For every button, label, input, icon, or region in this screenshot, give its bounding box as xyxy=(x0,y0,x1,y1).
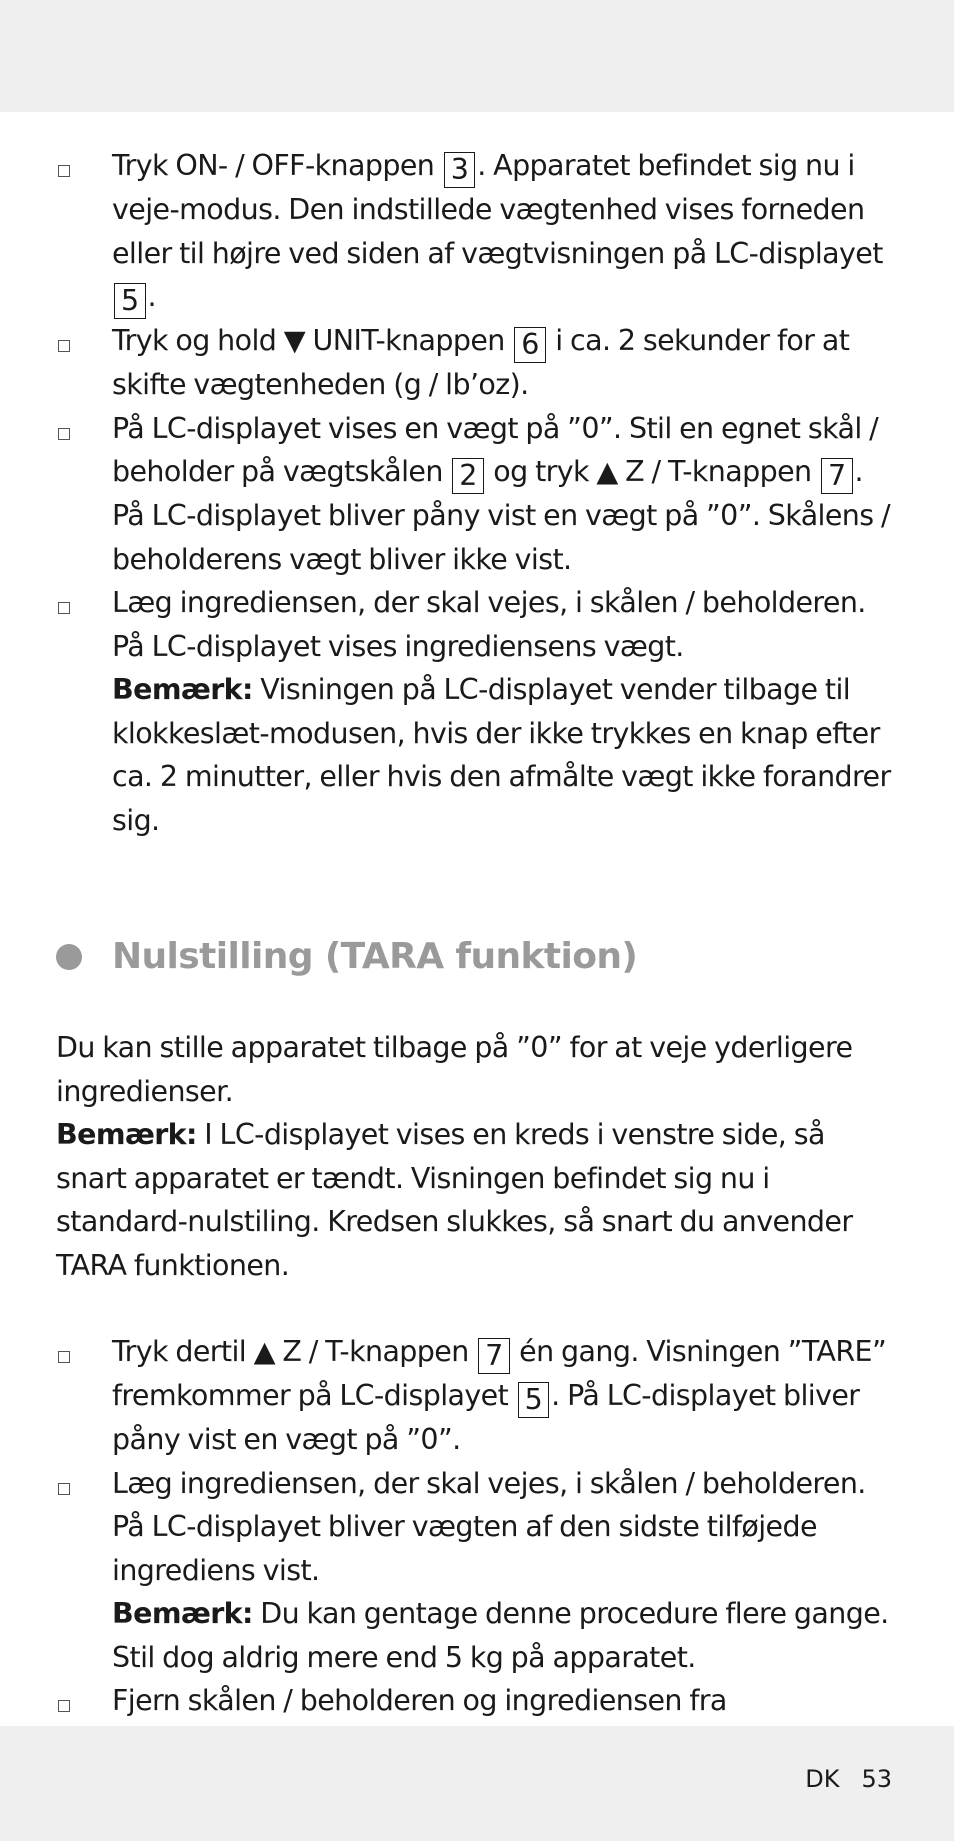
page-content xyxy=(56,144,902,1810)
section-heading: Nulstilling (TARA funktion) xyxy=(112,936,638,977)
list-item: På LC-displayet vises en vægt på ”0”. Stil en egnet skål / beholder på vægtskålen 2 og tryk ▲ Z / T-knappen 7 . På LC-displayet bliver påny vist en vægt på ”0”. Skålens / beholderens vægt bliver ikke vist. xyxy=(56,407,902,582)
checkbox-bullet-icon xyxy=(58,602,70,614)
instruction-list-1 xyxy=(56,144,902,842)
list-item: Tryk dertil ▲ Z / T-knappen 7 én gang. Visningen ”TARE” fremkommer på LC-displayet 5 . På LC-displayet bliver påny vist en vægt på ”0”. xyxy=(56,1330,902,1462)
checkbox-bullet-icon xyxy=(58,1351,70,1363)
note-label: Bemærk: xyxy=(56,1118,197,1151)
section-heading-row xyxy=(56,928,902,986)
list-item xyxy=(56,1462,902,1680)
note-text: Visningen på LC-displayet vender tilbage til klokkeslæt-modusen, hvis der ikke trykkes en knap efter ca. 2 minutter, eller hvis den afmålte vægt ikke forandrer sig. xyxy=(112,673,891,837)
bullet-dot-icon xyxy=(56,944,82,970)
list-item: Tryk ON- / OFF-knappen 3 . Apparatet befindet sig nu i veje-modus. Den indstillede vægtenhed vises forneden eller til højre ved siden af vægtvisningen på LC-displayet 5 . xyxy=(56,144,902,319)
checkbox-bullet-icon xyxy=(58,165,70,177)
part-ref-box: 5 xyxy=(114,283,146,319)
part-ref-box: 6 xyxy=(514,327,546,363)
checkbox-bullet-icon xyxy=(58,428,70,440)
checkbox-bullet-icon xyxy=(58,1700,70,1712)
note xyxy=(56,1113,902,1287)
note-label: Bemærk: xyxy=(112,1597,253,1630)
part-ref-box: 2 xyxy=(452,458,484,494)
part-ref-box: 5 xyxy=(518,1382,550,1418)
page-footer xyxy=(783,1760,892,1798)
item-text: Læg ingrediensen, der skal vejes, i skålen / beholderen. På LC-displayet vises ingrediensens vægt. xyxy=(112,586,866,663)
part-ref-box: 7 xyxy=(821,458,853,494)
checkbox-bullet-icon xyxy=(58,340,70,352)
part-ref-box: 7 xyxy=(478,1338,510,1374)
note-text: Du kan gentage denne procedure flere gange. Stil dog aldrig mere end 5 kg på apparatet. xyxy=(112,1597,889,1674)
page-number: 53 xyxy=(861,1765,892,1793)
list-item xyxy=(56,581,902,842)
language-code: DK xyxy=(805,1765,840,1793)
note-text: I LC-displayet vises en kreds i venstre side, så snart apparatet er tændt. Visningen befindet sig nu i standard-nulstiling. Kredsen slukkes, så snart du anvender TARA funktionen. xyxy=(56,1118,853,1282)
header-band xyxy=(0,0,954,112)
part-ref-box: 3 xyxy=(444,152,476,188)
note xyxy=(112,1592,902,1679)
note xyxy=(112,668,902,842)
item-text: Læg ingrediensen, der skal vejes, i skålen / beholderen. På LC-displayet bliver vægten af den sidste tilføjede ingrediens vist. xyxy=(112,1466,866,1587)
checkbox-bullet-icon xyxy=(58,1483,70,1495)
note-label: Bemærk: xyxy=(112,673,253,706)
list-item: Tryk og hold ▼ UNIT-knappen 6 i ca. 2 sekunder for at skifte vægtenheden (g / lb’oz). xyxy=(56,319,902,407)
intro-text: Du kan stille apparatet tilbage på ”0” for at veje yderligere ingredienser. xyxy=(56,1031,853,1108)
intro-paragraph xyxy=(56,1026,902,1287)
item-text: Fjern skålen / beholderen og ingrediensen fra xyxy=(112,1684,727,1717)
